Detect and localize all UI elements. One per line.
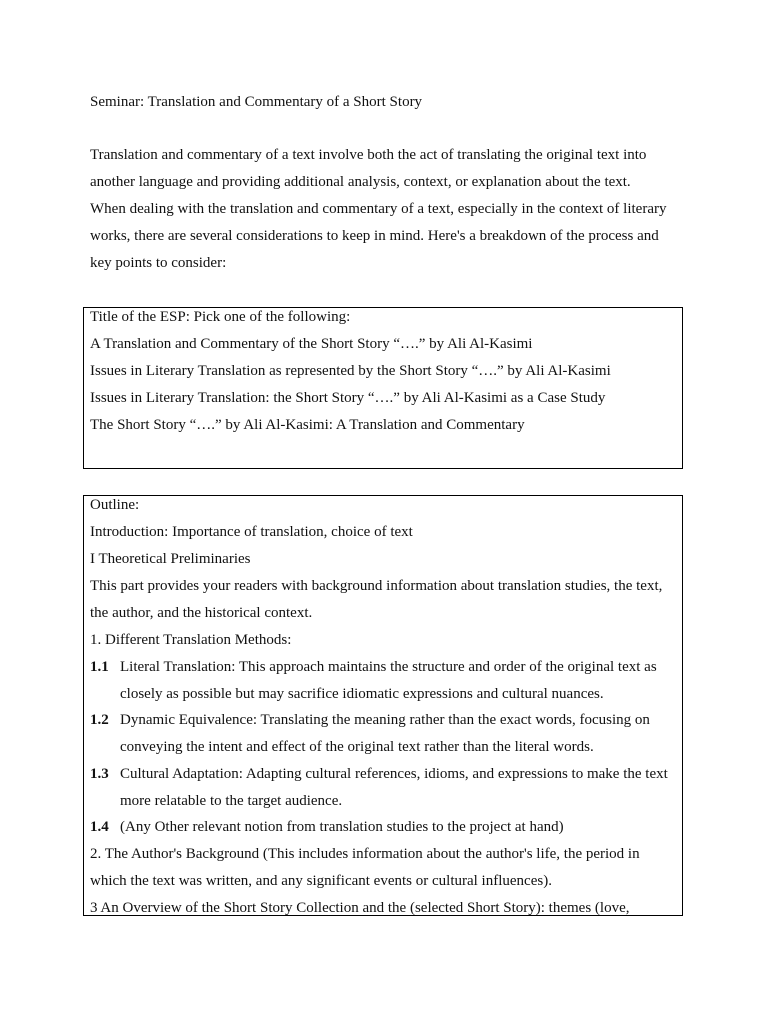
intro-line: works, there are several considerations to keep in mind. Here's a breakdown of the process and [90,228,659,244]
subitem-text: conveying the intent and effect of the original text rather than the literal words. [120,739,594,755]
subitem-text: more relatable to the target audience. [120,793,343,809]
subitem-number: 1.1 [90,659,109,675]
subitem-text: Dynamic Equivalence: Translating the meaning rather than the exact words, focusing on [120,712,650,728]
title-options-box [83,307,683,469]
subitem-text: Literal Translation: This approach maintains the structure and order of the original text as [120,659,657,675]
intro-line: key points to consider: [90,255,227,271]
intro-line: Translation and commentary of a text involve both the act of translating the original text into [90,147,647,163]
outline-part1-title: I Theoretical Preliminaries [90,551,251,567]
subitem-number: 1.4 [90,819,109,835]
subitem-text: Cultural Adaptation: Adapting cultural references, idioms, and expressions to make the text [120,766,668,782]
outline-label: Outline: [90,497,140,513]
title-option: Issues in Literary Translation as represented by the Short Story “….” by Ali Al-Kasimi [90,363,611,379]
subitem-number: 1.3 [90,766,109,782]
outline-item-1: 1. Different Translation Methods: [90,632,292,648]
title-option: A Translation and Commentary of the Short Story “….” by Ali Al-Kasimi [90,336,533,352]
subitem-number: 1.2 [90,712,109,728]
intro-line: When dealing with the translation and commentary of a text, especially in the context of literary [90,201,667,217]
outline-item-2: 2. The Author's Background (This includes information about the author's life, the period in [90,846,640,862]
outline-part1-desc: the author, and the historical context. [90,605,313,621]
seminar-heading: Seminar: Translation and Commentary of a Short Story [90,94,423,110]
title-options-heading: Title of the ESP: Pick one of the following: [90,309,351,325]
title-option: The Short Story “….” by Ali Al-Kasimi: A Translation and Commentary [90,417,525,433]
intro-line: another language and providing additional analysis, context, or explanation about the text. [90,174,631,190]
subitem-text: (Any Other relevant notion from translation studies to the project at hand) [120,819,564,835]
outline-box [83,495,683,916]
title-option: Issues in Literary Translation: the Short Story “….” by Ali Al-Kasimi as a Case Study [90,390,606,406]
subitem-text: closely as possible but may sacrifice idiomatic expressions and cultural nuances. [120,686,604,702]
outline-part1-desc: This part provides your readers with background information about translation studies, the text, [90,578,663,594]
outline-item-3: 3 An Overview of the Short Story Collection and the (selected Short Story): themes (love, [90,900,630,916]
outline-item-2: which the text was written, and any significant events or cultural influences). [90,873,552,889]
outline-introduction: Introduction: Importance of translation, choice of text [90,524,413,540]
